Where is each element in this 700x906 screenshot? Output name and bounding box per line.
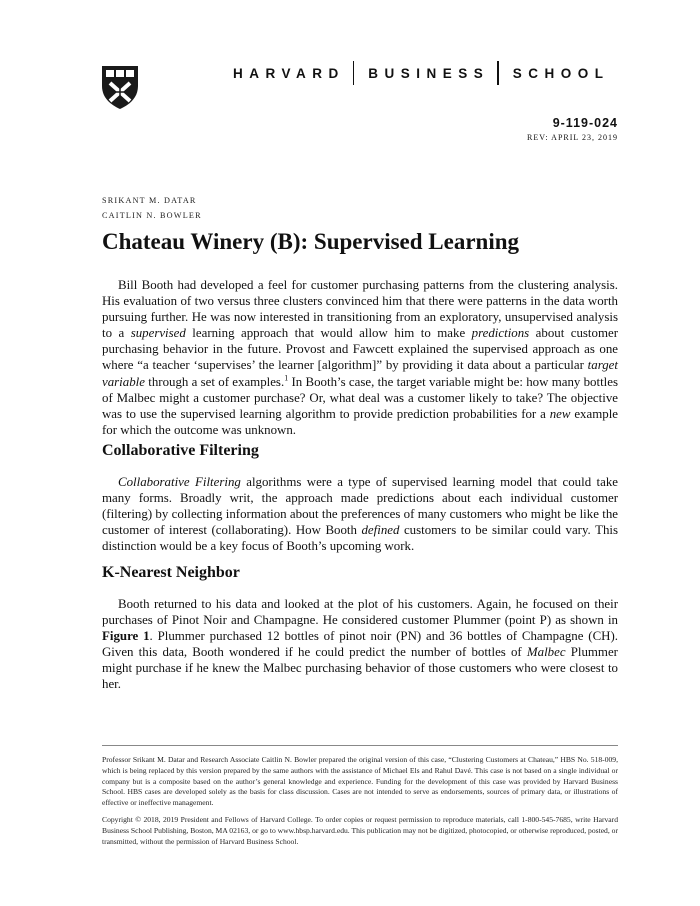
section-heading-collaborative-filtering: Collaborative Filtering [102,442,259,459]
k-nearest-neighbor-paragraph: Booth returned to his data and looked at the plot of his customers. Again, he focused on their purchases of Pinot Noir and Champagne. He considered customer Plummer (point P) as shown in Figure 1. Plummer purchased 12 bottles of pinot noir (PN) and 36 bottles of Champagne (CH). Given this data, Booth wondered if he could predict the number of bottles of Malbec Plummer might purchase if he knew the Malbec purchasing behavior of those customers who were closest to her. [102,597,618,692]
author-name: SRIKANT M. DATAR [102,196,197,205]
case-title: Chateau Winery (B): Supervised Learning [102,229,520,254]
case-preparation-note: Professor Srikant M. Datar and Research Associate Caitlin N. Bowler prepared the original version of this case, “Clustering Customers at Chateau,” HBS No. 518-009, which is being replaced by this version prepared by the same authors with the assistance of Michael Els and Rahul Davé. This case is not based on a single individual or company but is a composite based on the author’s general knowledge and experience. Funding for the development of this case was provided by Harvard Business School. HBS cases are developed solely as the basis for class discussion. Cases are not intended to serve as endorsements, sources of primary data, or illustrations of effective or ineffective management. [102,755,618,808]
revision-date: REV: APRIL 23, 2019 [526,133,618,142]
author-name: CAITLIN N. BOWLER [102,211,202,220]
collaborative-filtering-paragraph: Collaborative Filtering algorithms were a type of supervised learning model that could take many forms. Broadly writ, the approach made predictions about each individual customer (filtering) by collecting information about the preferences of many customers who might be like the customer of interest (collaborating). How Booth defined customers to be similar could vary. This distinction would be a key focus of Booth’s upcoming work. [102,475,619,554]
wordmark-school: SCHOOL [512,65,610,81]
wordmark-business: BUSINESS [368,65,490,81]
harvard-shield-logo [101,64,139,110]
copyright-notice: Copyright © 2018, 2019 President and Fellows of Harvard College. To order copies or request permission to reproduce materials, call 1-800-545-7685, write Harvard Business School Publishing, Boston, MA 02163, or go to www.hbsp.harvard.edu. This publication may not be digitized, photocopied, or otherwise reproduced, posted, or transmitted, without the permission of Harvard Business School. [102,815,618,846]
wordmark-harvard: HARVARD [233,65,345,81]
wordmark-divider [353,61,355,85]
footnote-marker: 1 [284,373,289,383]
wordmark-divider [497,61,499,85]
case-number: 9-119-024 [552,116,618,130]
author-list [102,193,202,223]
hbs-wordmark [233,61,610,85]
section-heading-k-nearest-neighbor: K-Nearest Neighbor [102,564,240,581]
footnote-divider [102,745,618,746]
intro-paragraph: Bill Booth had developed a feel for customer purchasing patterns from the clustering analysis. His evaluation of two versus three clusters convinced him that there were patterns in the data worth pursuing further. He was now interested in transitioning from an exploratory, unsupervised analysis to a supervised learning approach that would allow him to make predictions about customer purchasing behavior in the future. Provost and Fawcett explained the supervised approach as one where “a teacher ‘supervises’ the learner [algorithm]” by providing it data about a particular target variable through a set of examples.$^1$ In Booth’s case, the target variable might be: how many bottles of Malbec might a customer purchase? Or, what deal was a customer likely to take? The objective was to use the supervised learning algorithm to provide prediction probabilities for a new example for which the outcome was unknown. [102,278,619,437]
